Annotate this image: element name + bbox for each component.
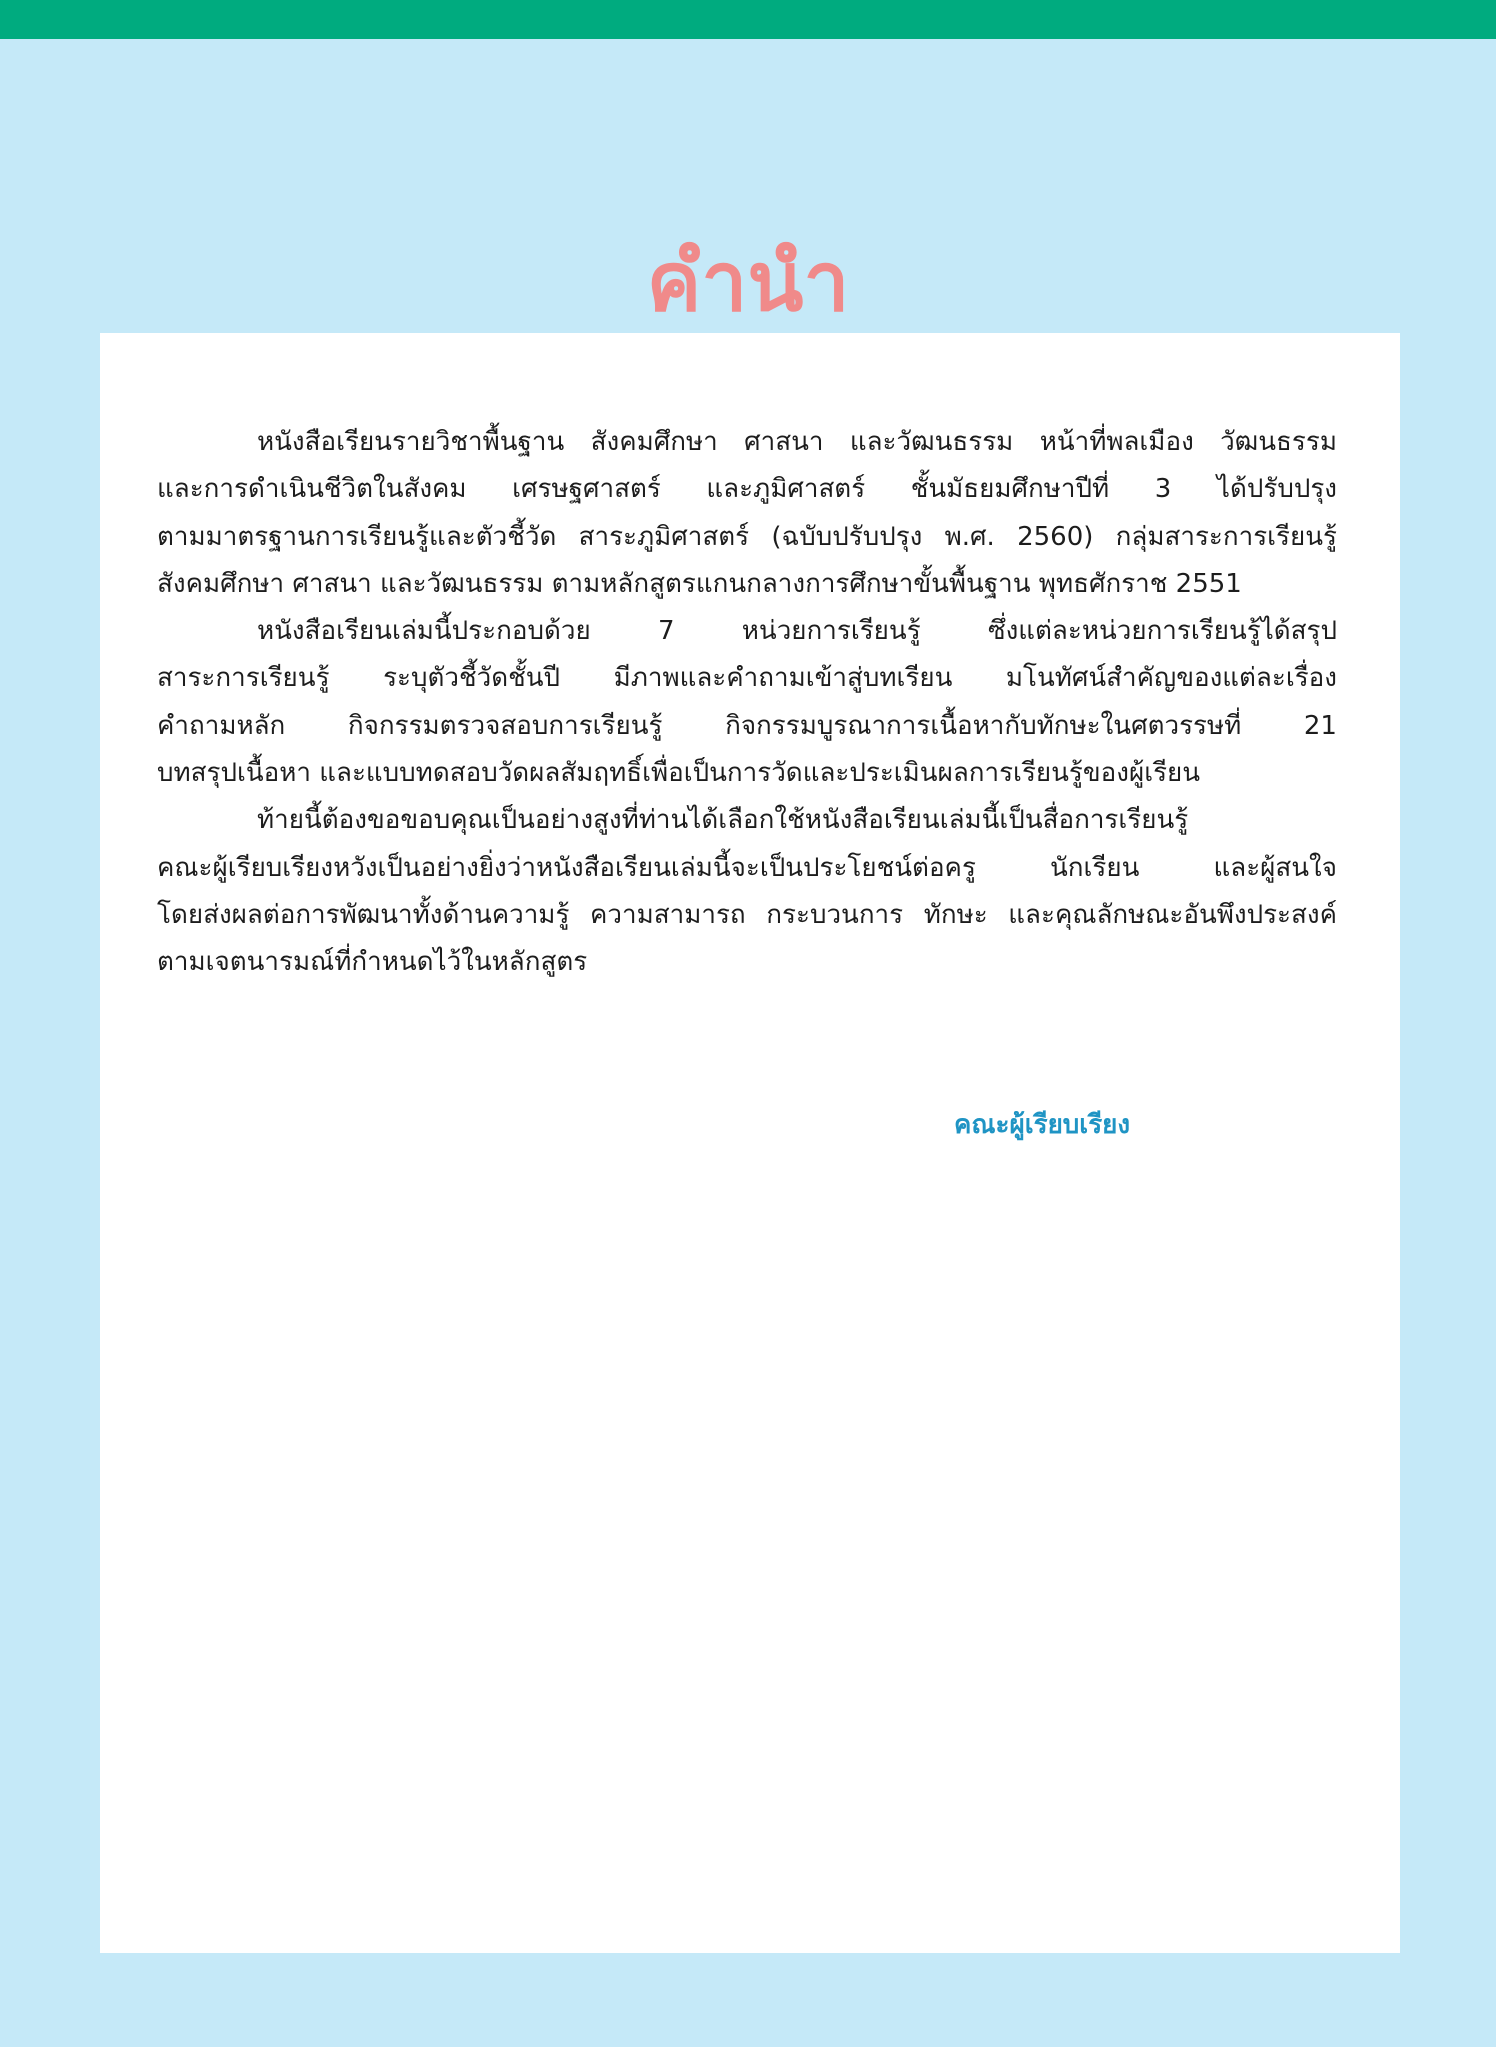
word: ซึ่งแต่ละหน่วยการเรียนรู้ได้สรุป bbox=[987, 616, 1337, 647]
word: และการดำเนินชีวิตในสังคม bbox=[157, 474, 467, 505]
preface-body bbox=[157, 419, 1337, 987]
word: และผู้สนใจ bbox=[1213, 852, 1337, 883]
text-line bbox=[157, 703, 1337, 750]
word: สังคมศึกษา bbox=[590, 427, 718, 457]
word: ความสามารถ bbox=[590, 899, 746, 930]
word: คำถามหลัก bbox=[157, 710, 286, 741]
word: มีภาพและคำถามเข้าสู่บทเรียน bbox=[613, 663, 953, 694]
paragraph-1 bbox=[157, 419, 1337, 608]
text-line bbox=[157, 608, 1337, 655]
word: ระบุตัวชี้วัดชั้นปี bbox=[383, 663, 561, 694]
word: หนังสือเรียนเล่มนี้ประกอบด้วย bbox=[257, 616, 591, 647]
word: กระบวนการ bbox=[766, 899, 904, 930]
word: วัฒนธรรม bbox=[1220, 427, 1337, 457]
paragraph-2 bbox=[157, 608, 1337, 797]
word: คณะผู้เรียบเรียงหวังเป็นอย่างยิ่งว่าหนังสือเรียนเล่มนี้จะเป็นประโยชน์ต่อครู bbox=[157, 852, 976, 883]
word: 3 bbox=[1154, 474, 1172, 505]
word: สาระภูมิศาสตร์ bbox=[578, 521, 750, 552]
word: 2560) bbox=[1017, 521, 1094, 552]
text-line: ตามเจตนารมณ์ที่กำหนดไว้ในหลักสูตร bbox=[157, 947, 588, 978]
text-line bbox=[157, 655, 1337, 702]
text-line bbox=[157, 797, 1337, 844]
word: กิจกรรมบูรณาการเนื้อหากับทักษะในศตวรรษที่ bbox=[725, 710, 1242, 741]
word: และภูมิศาสตร์ bbox=[706, 474, 866, 505]
text-line bbox=[157, 466, 1337, 513]
word: มโนทัศน์สำคัญของแต่ละเรื่อง bbox=[1005, 663, 1337, 694]
word: พ.ศ. bbox=[944, 521, 995, 552]
text-line bbox=[157, 419, 1337, 466]
word: กิจกรรมตรวจสอบการเรียนรู้ bbox=[347, 710, 663, 741]
word: หน้าที่พลเมือง bbox=[1039, 427, 1194, 457]
word: ได้ปรับปรุง bbox=[1216, 474, 1337, 505]
top-color-bar bbox=[0, 0, 1496, 39]
word: นักเรียน bbox=[1050, 852, 1140, 883]
word: 7 bbox=[657, 616, 675, 647]
text-line: บทสรุปเนื้อหา และแบบทดสอบวัดผลสัมฤทธิ์เพื่อเป็นการวัดและประเมินผลการเรียนรู้ของผู้เรียน bbox=[157, 758, 1201, 789]
text-line: สังคมศึกษา ศาสนา และวัฒนธรรม ตามหลักสูตรแกนกลางการศึกษาขั้นพื้นฐาน พุทธศักราช 2551 bbox=[157, 568, 1242, 599]
word: ทักษะ bbox=[923, 899, 988, 930]
text-line bbox=[157, 892, 1337, 939]
page-title: คำนำ bbox=[646, 235, 850, 330]
word: หนังสือเรียนรายวิชาพื้นฐาน bbox=[257, 427, 565, 457]
word: โดยส่งผลต่อการพัฒนาทั้งด้านความรู้ bbox=[157, 899, 570, 930]
word: 21 bbox=[1303, 710, 1337, 741]
word: กลุ่มสาระการเรียนรู้ bbox=[1115, 521, 1337, 552]
content-panel bbox=[100, 333, 1400, 1953]
text-line bbox=[157, 514, 1337, 561]
word: สาระการเรียนรู้ bbox=[157, 663, 330, 694]
paragraph-3 bbox=[157, 797, 1337, 986]
word: (ฉบับปรับปรุง bbox=[771, 521, 923, 552]
author-signature: คณะผู้เรียบเรียง bbox=[954, 1110, 1131, 1140]
word: ท้ายนี้ต้องขอขอบคุณเป็นอย่างสูงที่ท่านได้เลือกใช้หนังสือเรียนเล่มนี้เป็นสื่อการเรียนรู้ bbox=[257, 805, 1189, 836]
word: ชั้นมัธยมศึกษาปีที่ bbox=[910, 474, 1110, 505]
word: หน่วยการเรียนรู้ bbox=[741, 616, 921, 647]
word: และวัฒนธรรม bbox=[849, 427, 1014, 457]
word: เศรษฐศาสตร์ bbox=[512, 474, 661, 505]
word: ตามมาตรฐานการเรียนรู้และตัวชี้วัด bbox=[157, 521, 557, 552]
text-line bbox=[157, 845, 1337, 892]
word: และคุณลักษณะอันพึงประสงค์ bbox=[1008, 899, 1337, 930]
word: ศาสนา bbox=[744, 427, 824, 457]
